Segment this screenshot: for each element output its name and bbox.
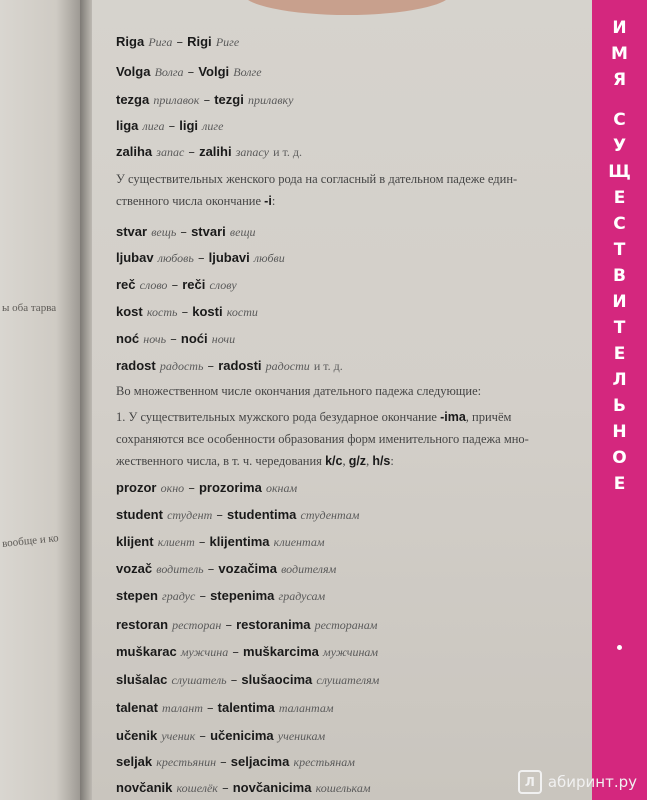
left-page-fragment: ы оба тарва	[2, 302, 57, 314]
section-tab-letter: О	[612, 448, 627, 468]
section-tab-letter: Е	[613, 188, 626, 208]
section-tab-letter: М	[611, 44, 628, 64]
example-line: klijent клиент – klijentima клиентам	[116, 534, 325, 550]
section-tab-letter: Е	[613, 344, 626, 364]
left-page-fragment: вообще и ко	[1, 532, 60, 550]
paragraph: 1. У существительных мужского рода безударное окончание -ima, причём сохраняются все особенности образования форм именительного падежа мно- жественного числа, в т. ч. чередования k/c, g/z, h/s:	[116, 410, 529, 468]
section-tab-letter: В	[613, 266, 626, 286]
example-line: slušalac слушатель – slušaocima слушателям	[116, 672, 380, 688]
section-tab-letter: И	[612, 18, 627, 38]
example-line: ljubav любовь – ljubavi любви	[116, 250, 285, 266]
example-line: talenat талант – talentima талантам	[116, 700, 334, 716]
example-line: liga лига – ligi лиге	[116, 118, 224, 134]
section-tab-letter: Я	[612, 70, 627, 90]
right-page	[92, 0, 647, 800]
example-line: reč слово – reči слову	[116, 277, 237, 293]
section-tab-letter: Т	[613, 240, 626, 260]
example-line: Riga Рига – Rigi Риге	[116, 34, 240, 50]
section-tab	[592, 0, 647, 800]
left-page	[0, 0, 80, 800]
watermark-text: абиринт.ру	[547, 773, 637, 791]
example-line: Volga Волга – Volgi Волге	[116, 64, 262, 80]
example-line: prozor окно – prozorima окнам	[116, 480, 298, 496]
book-gutter	[80, 0, 92, 800]
example-line: radost радость – radosti радости и т. д.	[116, 358, 343, 374]
paragraph: Во множественном числе окончания дательного падежа следующие:	[116, 384, 482, 398]
example-line: vozač водитель – vozačima водителям	[116, 561, 337, 577]
section-tab-letter: У	[612, 136, 627, 156]
section-tab-letter: Ь	[613, 396, 626, 416]
example-line: kost кость – kosti кости	[116, 304, 258, 320]
example-line: novčanik кошелёк – novčanicima кошелькам	[116, 780, 371, 796]
example-line: noć ночь – noći ночи	[116, 331, 236, 347]
example-line: zaliha запас – zalihi запасу и т. д.	[116, 144, 302, 160]
example-line: tezga прилавок – tezgi прилавку	[116, 92, 294, 108]
section-tab-letter: Е	[613, 474, 626, 494]
section-tab-letter: И	[612, 292, 627, 312]
watermark	[518, 770, 637, 794]
section-tab-letter: С	[613, 214, 626, 234]
section-tab-letter: Т	[613, 318, 626, 338]
finger	[242, 0, 452, 15]
labirint-logo-icon: Л	[518, 770, 542, 794]
example-line: seljak крестьянин – seljacima крестьянам	[116, 754, 355, 770]
example-line: učenik ученик – učenicima ученикам	[116, 728, 326, 744]
example-line: muškarac мужчина – muškarcima мужчинам	[116, 644, 379, 660]
section-tab-letter: Л	[612, 370, 627, 390]
example-line: student студент – studentima студентам	[116, 507, 360, 523]
section-tab-letter: Н	[612, 422, 627, 442]
section-tab-letter: Щ	[608, 162, 631, 182]
example-line: stepen градус – stepenima градусам	[116, 588, 326, 604]
example-line: stvar вещь – stvari вещи	[116, 224, 256, 240]
section-tab-dot	[617, 645, 622, 650]
section-tab-letter: С	[613, 110, 626, 130]
example-line: restoran ресторан – restoranima ресторанам	[116, 617, 378, 633]
paragraph: У существительных женского рода на согласный в дательном падеже един- ственного числа окончание -i:	[116, 172, 518, 208]
